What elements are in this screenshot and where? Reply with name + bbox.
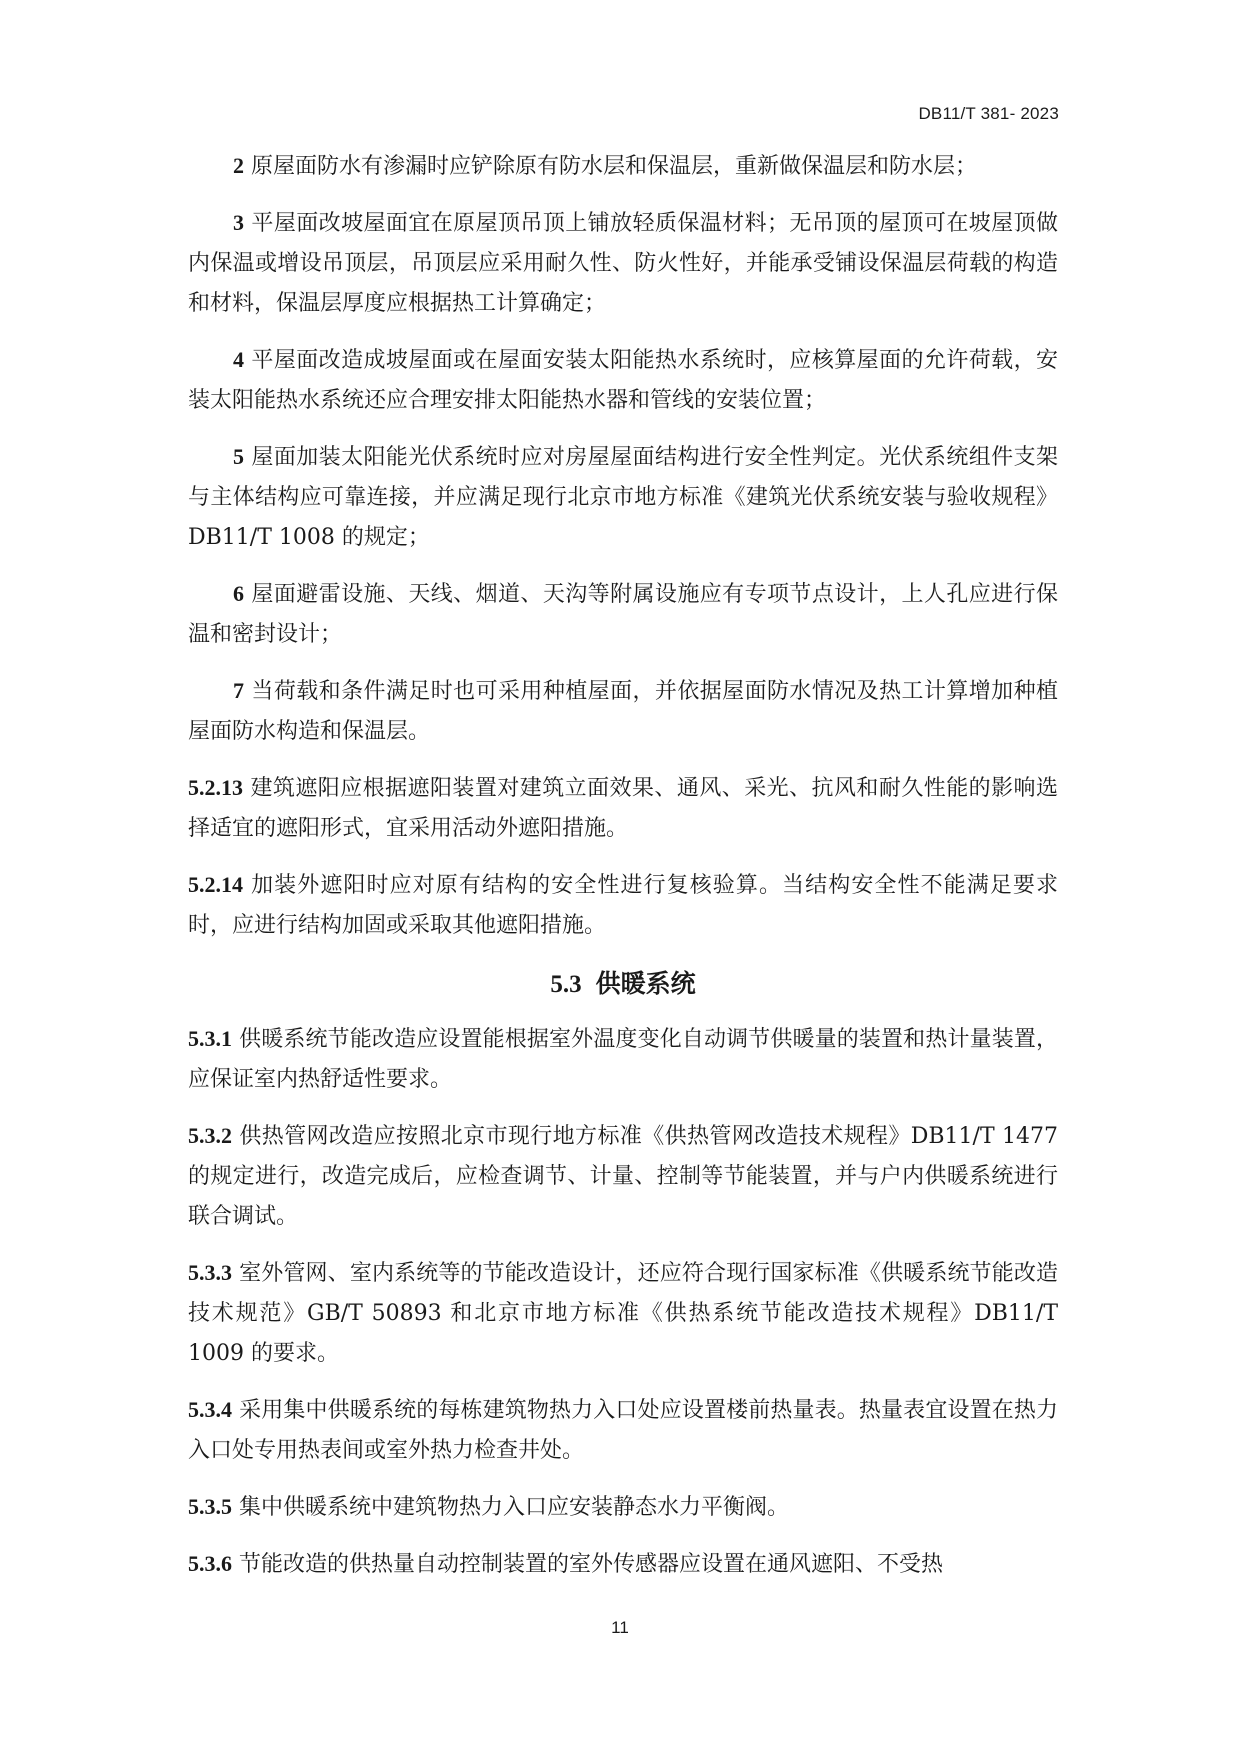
clause [188, 1390, 1058, 1471]
clause-text: 节能改造的供热量自动控制装置的室外传感器应设置在通风遮阳、不受热 [239, 1552, 944, 1577]
list-item [188, 203, 1058, 324]
clause-text: 室外管网、室内系统等的节能改造设计，还应符合现行国家标准《供暖系统节能改造技术规范》GB/T 50893 和北京市地方标准《供热系统节能改造技术规程》DB11/T 1009 的要求。 [188, 1261, 1058, 1366]
clause-text: 供暖系统节能改造应设置能根据室外温度变化自动调节供暖量的装置和热计量装置，应保证室内热舒适性要求。 [188, 1027, 1058, 1092]
header-divider [186, 131, 1059, 132]
list-item [188, 146, 1058, 187]
document-code-header: DB11/T 381- 2023 [918, 104, 1059, 123]
item-number: 5 [233, 444, 244, 469]
clause [188, 768, 1058, 849]
page-number: 11 [611, 1618, 629, 1637]
clause-text: 加装外遮阳时应对原有结构的安全性进行复核验算。当结构安全性不能满足要求时，应进行结构加固或采取其他遮阳措施。 [188, 873, 1058, 938]
list-item [188, 340, 1058, 421]
clause [188, 865, 1058, 946]
clause-text: 供热管网改造应按照北京市现行地方标准《供热管网改造技术规程》DB11/T 1477 的规定进行，改造完成后，应检查调节、计量、控制等节能装置，并与户内供暖系统进行联合调试。 [188, 1124, 1058, 1229]
clause-number: 5.2.13 [188, 775, 243, 800]
clause-text: 采用集中供暖系统的每栋建筑物热力入口处应设置楼前热量表。热量表宜设置在热力入口处专用热表间或室外热力检查井处。 [188, 1398, 1058, 1463]
clause [188, 1487, 1058, 1528]
clause [188, 1253, 1058, 1374]
item-number: 6 [233, 581, 244, 606]
clause-number: 5.3.2 [188, 1123, 232, 1148]
page-body [188, 146, 1058, 1601]
clause-number: 5.3.4 [188, 1397, 232, 1422]
clause [188, 1019, 1058, 1100]
item-text: 当荷载和条件满足时也可采用种植屋面，并依据屋面防水情况及热工计算增加种植屋面防水构造和保温层。 [188, 679, 1058, 744]
item-number: 4 [233, 347, 244, 372]
clause-number: 5.2.14 [188, 872, 243, 897]
item-text: 平屋面改坡屋面宜在原屋顶吊顶上铺放轻质保温材料；无吊顶的屋顶可在坡屋顶做内保温或增设吊顶层，吊顶层应采用耐久性、防火性好，并能承受铺设保温层荷载的构造和材料，保温层厚度应根据热工计算确定； [188, 211, 1058, 316]
item-text: 原屋面防水有渗漏时应铲除原有防水层和保温层，重新做保温层和防水层； [251, 154, 978, 179]
section-heading [188, 962, 1058, 1007]
clause-number: 5.3.1 [188, 1026, 232, 1051]
clause [188, 1544, 1058, 1585]
section-title: 供暖系统 [595, 969, 696, 998]
item-text: 屋面避雷设施、天线、烟道、天沟等附属设施应有专项节点设计，上人孔应进行保温和密封设计； [188, 582, 1058, 647]
clause-text: 集中供暖系统中建筑物热力入口应安装静态水力平衡阀。 [239, 1495, 790, 1520]
clause-text: 建筑遮阳应根据遮阳装置对建筑立面效果、通风、采光、抗风和耐久性能的影响选择适宜的遮阳形式，宜采用活动外遮阳措施。 [188, 776, 1058, 841]
list-item [188, 437, 1058, 558]
list-item [188, 671, 1058, 752]
item-number: 7 [233, 678, 244, 703]
list-item [188, 574, 1058, 655]
clause-number: 5.3.5 [188, 1494, 232, 1519]
item-number: 3 [233, 210, 244, 235]
clause-number: 5.3.3 [188, 1260, 232, 1285]
item-text: 平屋面改造成坡屋面或在屋面安装太阳能热水系统时，应核算屋面的允许荷载，安装太阳能热水系统还应合理安排太阳能热水器和管线的安装位置； [188, 348, 1058, 413]
item-number: 2 [233, 153, 244, 178]
clause-number: 5.3.6 [188, 1551, 232, 1576]
item-text: 屋面加装太阳能光伏系统时应对房屋屋面结构进行安全性判定。光伏系统组件支架与主体结构应可靠连接，并应满足现行北京市地方标准《建筑光伏系统安装与验收规程》DB11/T 1008 的规定； [188, 445, 1058, 550]
clause [188, 1116, 1058, 1237]
section-number: 5.3 [550, 971, 582, 998]
